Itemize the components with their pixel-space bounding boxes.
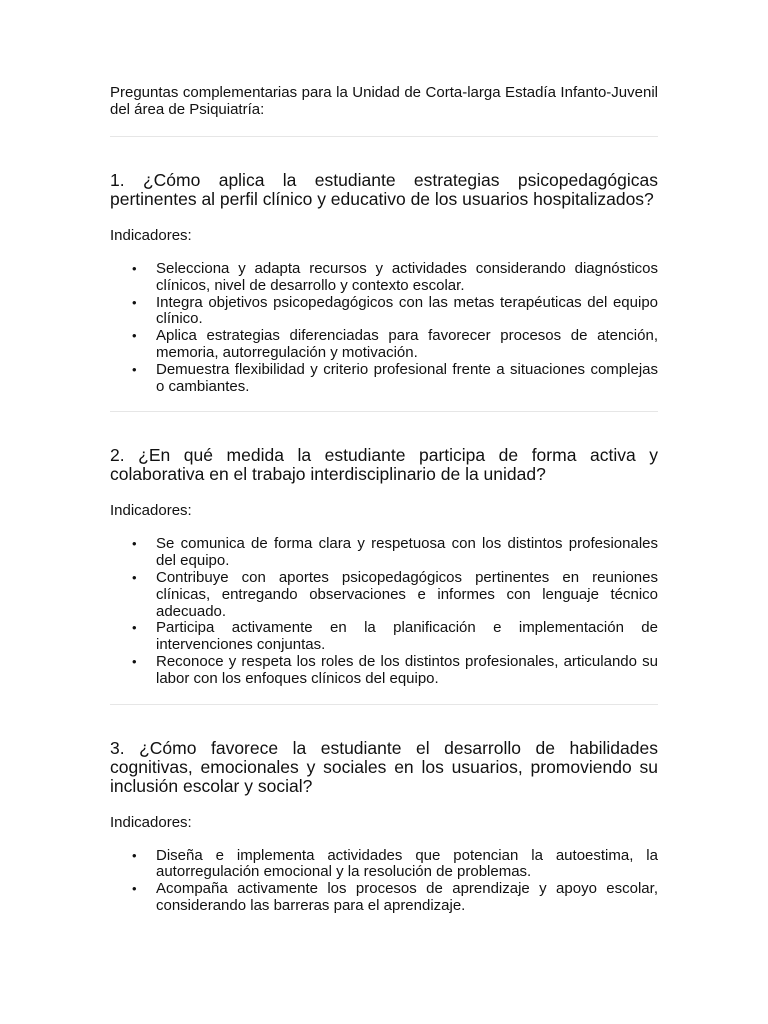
indicator-text: Integra objetivos psicopedagógicos con las metas terapéuticas del equipo clínico. xyxy=(156,293,658,328)
indicator-item xyxy=(132,652,658,688)
indicator-list xyxy=(110,848,658,915)
indicator-list xyxy=(110,536,658,687)
indicator-text: Aplica estrategias diferenciadas para favorecer procesos de atención, memoria, autorregulación y motivación. xyxy=(156,327,658,361)
bullet-icon: • xyxy=(132,294,137,310)
indicator-list xyxy=(110,261,658,395)
indicator-item xyxy=(132,846,658,882)
intro-paragraph: Preguntas complementarias para la Unidad de Corta-larga Estadía Infanto-Juvenil del área de Psiquiatría: xyxy=(110,84,658,118)
indicator-text: Acompaña activamente los procesos de aprendizaje y apoyo escolar, considerando las barreras para el aprendizaje. xyxy=(156,880,658,914)
indicator-item xyxy=(132,880,658,915)
indicator-item xyxy=(132,260,658,295)
bullet-icon: • xyxy=(132,536,137,552)
indicator-text: Participa activamente en la planificación e implementación de intervenciones conjuntas. xyxy=(156,619,658,654)
indicator-item xyxy=(132,327,658,362)
bullet-icon: • xyxy=(132,569,137,585)
indicator-item xyxy=(132,619,658,654)
indicator-item xyxy=(132,360,658,396)
question-heading: 2. ¿En qué medida la estudiante participa de forma activa y colaborativa en el trabajo interdisciplinario de la unidad? xyxy=(110,445,658,485)
indicator-text: Demuestra flexibilidad y criterio profesional frente a situaciones complejas o cambiantes. xyxy=(156,360,658,395)
indicator-text: Contribuye con aportes psicopedagógicos pertinentes en reuniones clínicas, entregando observaciones e informes con lenguaje técnico adecuado. xyxy=(156,568,658,620)
section-divider xyxy=(110,704,658,705)
bullet-icon: • xyxy=(132,620,137,636)
bullet-icon: • xyxy=(132,261,137,276)
indicator-text: Se comunica de forma clara y respetuosa con los distintos profesionales del equipo. xyxy=(156,535,658,570)
bullet-icon: • xyxy=(132,361,137,377)
indicator-text: Selecciona y adapta recursos y actividades considerando diagnósticos clínicos, nivel de desarrollo y contexto escolar. xyxy=(156,260,658,294)
question-section-2 xyxy=(110,446,658,704)
section-divider xyxy=(110,411,658,412)
bullet-icon: • xyxy=(132,653,137,669)
question-heading: 3. ¿Cómo favorece la estudiante el desarrollo de habilidades cognitivas, emocionales y sociales en los usuarios, promoviendo su inclusión escolar y social? xyxy=(110,737,658,796)
indicator-text: Diseña e implementa actividades que potencian la autoestima, la autorregulación emocional y la resolución de problemas. xyxy=(156,846,658,881)
question-heading: 1. ¿Cómo aplica la estudiante estrategias psicopedagógicas pertinentes al perfil clínico y educativo de los usuarios hospitalizados? xyxy=(110,170,658,209)
indicator-item xyxy=(132,568,658,620)
indicator-text: Reconoce y respeta los roles de los distintos profesionales, articulando su labor con los enfoques clínicos del equipo. xyxy=(156,652,658,687)
question-section-1 xyxy=(110,171,658,412)
indicator-item xyxy=(132,535,658,570)
indicators-label: Indicadores: xyxy=(110,227,192,244)
section-divider xyxy=(110,136,658,137)
bullet-icon: • xyxy=(132,847,137,863)
bullet-icon: • xyxy=(132,881,137,897)
indicator-item xyxy=(132,293,658,329)
indicators-label: Indicadores: xyxy=(110,502,192,520)
question-section-3 xyxy=(110,739,658,915)
bullet-icon: • xyxy=(132,328,137,344)
indicators-label: Indicadores: xyxy=(110,813,192,831)
